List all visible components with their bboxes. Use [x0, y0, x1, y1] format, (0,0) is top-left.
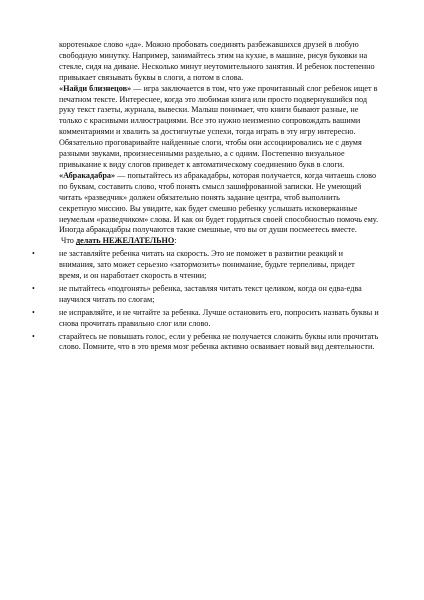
game-text-twins: — игра заключается в том, что уже прочитанный слог ребенок ищет в печатном тексте. Интереснее, когда это любимая книга или просто подвернувшийся под руку текст газеты, журнала, вывески. Малыш понимает, что книги бывают разные, не только с красивыми иллюстрациями. Все это нужно неизменно сопровождать вашими комментариями и хвалить за достигнутые успехи, тогда играть в эту игру интересно. Обязательно проговаривайте найденные слоги, чтобы они ассоциировались не с двумя разными звуками, произнесенными раздельно, а с одним. Постепенно визуальное привыкание к виду слогов приведет к автоматическому соединению букв в слоги.: [59, 83, 378, 169]
undesirable-prefix: Что: [61, 236, 76, 246]
game-text-abracadabra: — попытайтесь из абракадабры, которая получается, когда читаешь слово по буквам, составить слово, чтоб понять смысл зашифрованной записки. Не умеющий читать «разведчик» должен обязательно понять задание центра, чтоб выполнить секретную миссию. Вы увидите, как будет смешно ребенку услышать исковерканные неумелым «разведчиком» слова. И как он будет гордиться своей способностью помочь ему. Иногда абракадабры получаются такие смешные, что вы от души посмеетесь вместе.: [59, 170, 379, 235]
undesirable-suffix: :: [174, 236, 177, 246]
list-item-text: не пытайтесь «подгонять» ребенка, заставляя читать текст целиком, когда он едва-едва научился читать по слогам;: [59, 283, 362, 304]
bullet-icon: •: [32, 307, 35, 317]
undesirable-emphasis: делать НЕЖЕЛАТЕЛЬНО: [75, 236, 175, 246]
undesirable-heading: [59, 236, 379, 247]
list-item-text: старайтесь не повышать голос, если у ребенка не получается сложить буквы или прочитать слово. Помните, что в это время мозг ребенка активно осваивает новый вид деятельности.: [59, 331, 379, 352]
bullet-icon: •: [32, 249, 35, 259]
intro-paragraph: коротенькое слово «да». Можно пробовать соединять разбежавшихся друзей в любую свободную минутку. Например, занимайтесь этим на кухне, в машине, рисуя буковки на стекле, сидя на диване. Несколько минут неутомительного занятия. И ребенок постепенно привыкает связывать буквы в слоги, а потом в слова.: [59, 40, 375, 82]
bullet-icon: •: [32, 331, 35, 341]
games-paragraph: [59, 84, 379, 237]
game-title-twins: «Найди близнецов»: [59, 83, 132, 93]
undesirable-list: [32, 249, 379, 353]
list-item: [32, 283, 379, 306]
list-item: [32, 249, 379, 282]
list-item-text: не заставляйте ребенка читать на скорость. Это не поможет в развитии реакций и внимания, зато может серьезно «затормозить» понимание, будьте терпеливы, придет время, и он наработает скорость в чтении;: [59, 249, 355, 281]
list-item: [32, 307, 379, 330]
game-title-abracadabra: «Абракадабра»: [59, 170, 116, 180]
list-item: [32, 331, 379, 354]
bullet-icon: •: [32, 283, 35, 293]
list-item-text: не исправляйте, и не читайте за ребенка. Лучше остановить его, попросить назвать буквы и снова прочитать правильно слог или слово.: [59, 307, 379, 328]
